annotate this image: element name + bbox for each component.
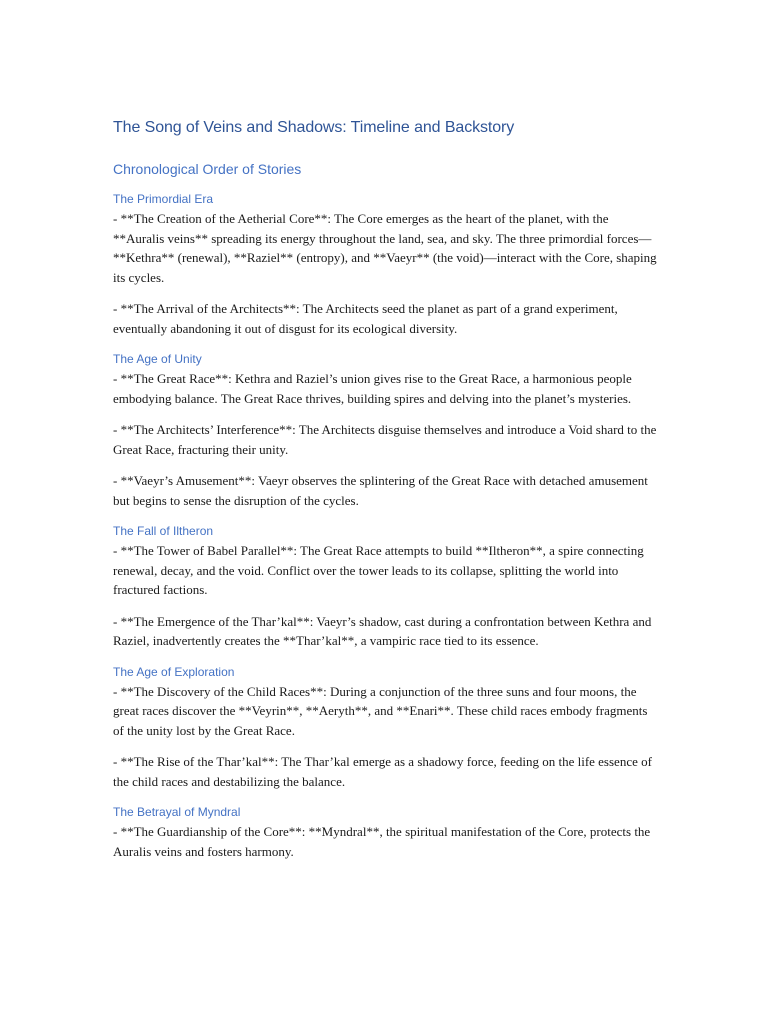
paragraph: - **The Creation of the Aetherial Core**: The Core emerges as the heart of the planet, with the **Auralis veins** spreading its energy throughout the land, sea, and sky. The three primordial forces—**Kethra** (renewal), **Raziel** (entropy), and **Vaeyr** (the void)—interact with the Core, shaping its cycles. [113,211,657,285]
section-age-of-exploration [113,664,658,792]
section-betrayal-of-myndral [113,804,658,861]
section-heading: The Age of Exploration [113,664,235,679]
document-title: The Song of Veins and Shadows: Timeline and Backstory [113,119,515,136]
paragraph: - **The Great Race**: Kethra and Raziel’s union gives rise to the Great Race, a harmonious people embodying balance. The Great Race thrives, building spires and delving into the planet’s mysteries. [113,371,632,406]
paragraph: - **The Emergence of the Thar’kal**: Vaeyr’s shadow, cast during a confrontation between Kethra and Raziel, inadvertently creates the **Thar’kal**, a vampiric race tied to its essence. [113,613,652,648]
section-primordial-era [113,191,658,338]
section-heading: The Primordial Era [113,192,214,206]
document-page [113,118,658,874]
section-fall-of-iltheron [113,523,658,651]
paragraph: - **Vaeyr’s Amusement**: Vaeyr observes the splintering of the Great Race with detached amusement but begins to sense the disruption of the cycles. [113,473,648,508]
paragraph: - **The Tower of Babel Parallel**: The Great Race attempts to build **Iltheron**, a spire connecting renewal, decay, and the void. Conflict over the tower leads to its collapse, splitting the world into fractured factions. [113,543,644,597]
section-age-of-unity [113,351,658,510]
document-subtitle: Chronological Order of Stories [113,161,302,177]
paragraph: - **The Rise of the Thar’kal**: The Thar’kal emerge as a shadowy force, feeding on the life essence of the child races and destabilizing the balance. [113,754,652,789]
paragraph: - **The Guardianship of the Core**: **Myndral**, the spiritual manifestation of the Core, protects the Auralis veins and fosters harmony. [113,824,651,859]
paragraph: - **The Arrival of the Architects**: The Architects seed the planet as part of a grand experiment, eventually abandoning it out of disgust for its ecological diversity. [113,301,618,336]
section-heading: The Fall of Iltheron [113,524,214,538]
section-heading: The Betrayal of Myndral [113,805,241,819]
paragraph: - **The Discovery of the Child Races**: During a conjunction of the three suns and four moons, the great races discover the **Veyrin**, **Aeryth**, and **Enari**. These child races embody fragments of the unity lost by the Great Race. [113,683,648,738]
section-heading: The Age of Unity [113,352,202,366]
paragraph: - **The Architects’ Interference**: The Architects disguise themselves and introduce a Void shard to the Great Race, fracturing their unity. [113,422,657,457]
